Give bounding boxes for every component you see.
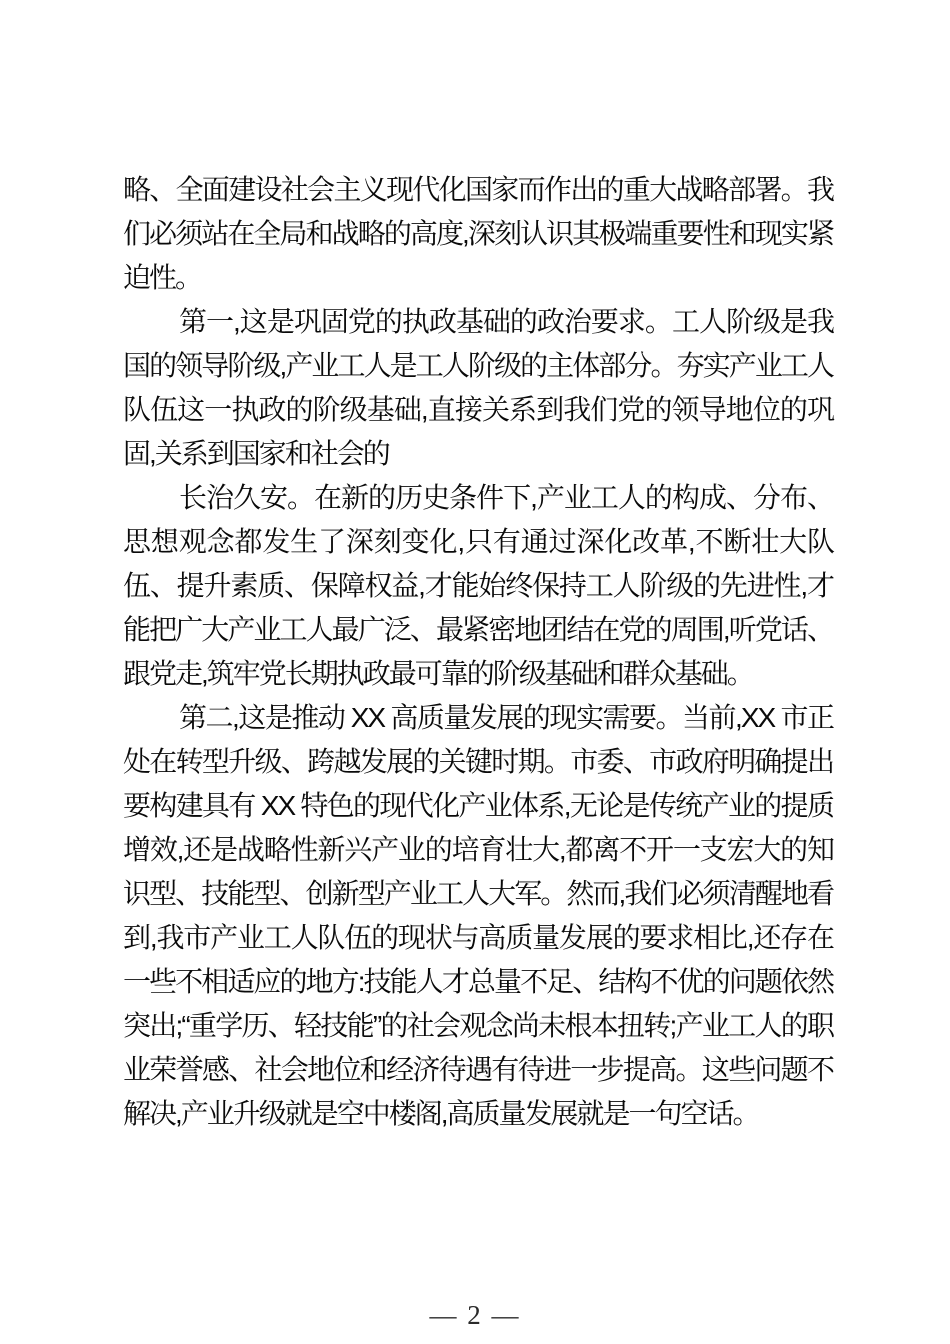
paragraph-second-point: 第二,这是推动 XX 高质量发展的现实需要。当前,XX 市正处在转型升级、跨越发展的关键时期。市委、市政府明确提出要构建具有 XX 特色的现代化产业体系,无论是传统产业的提质增效,还是战略性新兴产业的培育壮大,都离不开一支宏大的知识型、技能型、创新型产业工人大军。然而,我们必须清醒地看到,我市产业工人队伍的现状与高质量发展的要求相比,还存在一些不相适应的地方:技能人才总量不足、结构不优的问题依然突出;“重学历、轻技能”的社会观念尚未根本扭转;产业工人的职业荣誉感、社会地位和经济待遇有待进一步提高。这些问题不解决,产业升级就是空中楼阁,高质量发展就是一句空话。: [123, 702, 833, 1129]
paragraph-first-point-continued: 长治久安。在新的历史条件下,产业工人的构成、分布、思想观念都发生了深刻变化,只有通过深化改革,不断壮大队伍、提升素质、保障权益,才能始终保持工人阶级的先进性,才能把广大产业工人最广泛、最紧密地团结在党的周围,听党话、跟党走,筑牢党长期执政最可靠的阶级基础和群众基础。: [123, 482, 833, 689]
paragraph-continuation: 略、全面建设社会主义现代化国家而作出的重大战略部署。我们必须站在全局和战略的高度,深刻认识其极端重要性和现实紧迫性。: [123, 174, 833, 293]
page-number: — 2 —: [429, 1300, 521, 1330]
paragraph-first-point: 第一,这是巩固党的执政基础的政治要求。工人阶级是我国的领导阶级,产业工人是工人阶级的主体部分。夯实产业工人队伍这一执政的阶级基础,直接关系到我们党的领导地位的巩固,关系到国家和社会的: [123, 306, 833, 469]
document-body: [123, 168, 833, 1136]
